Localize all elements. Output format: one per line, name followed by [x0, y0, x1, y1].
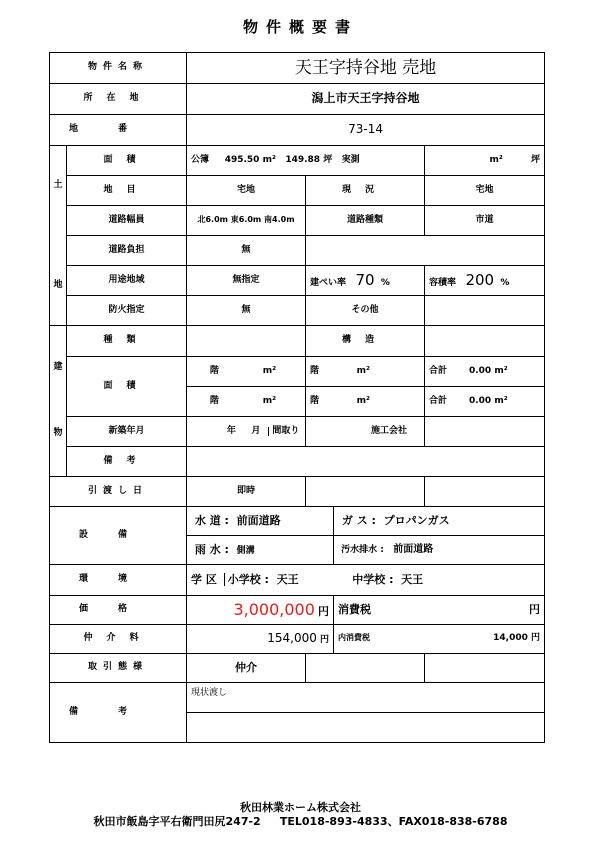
- price-value: 3,000,000: [233, 600, 315, 620]
- row-price: [50, 596, 545, 625]
- remarks-empty: [187, 713, 545, 743]
- building-side-top: 建: [53, 362, 63, 372]
- row-road: [50, 206, 545, 236]
- commission-label: 仲介料: [50, 625, 187, 654]
- floor-d-cell: [306, 387, 425, 417]
- property-name-value: 天王字持谷地 売地: [187, 53, 545, 84]
- built-label: 新築年月: [67, 417, 187, 447]
- floor-a-cell: [187, 357, 306, 387]
- total-cell-1: [425, 357, 545, 387]
- year-unit: 年: [226, 425, 236, 436]
- row-building-remarks: [50, 447, 545, 477]
- road-burden-value: 無: [187, 236, 306, 266]
- price-tax-yen: 円: [529, 602, 541, 616]
- location-value: 潟上市天王字持谷地: [187, 84, 545, 115]
- land-side-bottom: 地: [53, 279, 63, 290]
- land-area-registry: [187, 146, 425, 176]
- row-location: [50, 84, 545, 115]
- row-commission: [50, 625, 545, 654]
- total-value-1: 0.00: [468, 365, 492, 376]
- price-label: 価格: [50, 596, 187, 625]
- fire-other: その他: [306, 296, 425, 326]
- land-area-actual-units: [425, 146, 545, 176]
- floor-unit-d: 階: [310, 395, 320, 406]
- land-area-label: 面積: [67, 146, 187, 176]
- row-built: [50, 417, 545, 447]
- handover-value: 即時: [187, 477, 306, 507]
- transaction-empty-2: [425, 654, 545, 683]
- floor-c-cell: [187, 387, 306, 417]
- property-summary-table: [49, 52, 545, 743]
- building-type-value: [187, 326, 306, 357]
- row-building-type: [50, 326, 545, 357]
- actual-label: 実測: [341, 154, 360, 165]
- month-unit: 月: [251, 425, 261, 436]
- row-handover: [50, 477, 545, 507]
- total-unit-2: m²: [494, 395, 508, 406]
- total-label-2: 合計: [429, 395, 448, 406]
- building-remarks-value: [187, 447, 545, 477]
- water-label: 水 道 :: [194, 513, 229, 527]
- water-value: 前面道路: [236, 513, 281, 527]
- lot-value: 73-14: [187, 115, 545, 146]
- actual-m2-unit: m²: [489, 154, 503, 165]
- commission-tax-label: 内消費税: [338, 633, 371, 643]
- building-structure-label: 構造: [306, 326, 425, 357]
- footer-company: 秋田林業ホーム株式会社: [240, 801, 361, 814]
- price-tax-cell: [334, 596, 545, 625]
- floor-unit-b: 階: [310, 365, 320, 376]
- environment-value: [187, 565, 545, 596]
- footer-fax: FAX018-838-6788: [398, 815, 508, 828]
- floor-unit-c: 階: [209, 395, 219, 406]
- zoning-label: 用途地域: [67, 266, 187, 296]
- road-burden-label: 道路負担: [67, 236, 187, 266]
- rain-value: 側溝: [236, 545, 255, 556]
- category-label: 地目: [67, 176, 187, 206]
- sewage-value: 前面道路: [393, 544, 434, 556]
- handover-empty-1: [306, 477, 425, 507]
- category-value: 宅地: [187, 176, 306, 206]
- row-transaction: [50, 654, 545, 683]
- row-facilities-1: [50, 507, 545, 536]
- sewage-cell: [334, 536, 545, 565]
- price-yen: 円: [318, 605, 330, 619]
- road-type-label: 道路種類: [306, 206, 425, 236]
- elementary-value: 天王: [276, 572, 299, 586]
- school-district-label: 学 区: [191, 572, 217, 586]
- footer-contact: 秋田市飯島字平右衛門田尻247-2 TEL018-893-4833、FAX018-838-6788: [93, 815, 508, 828]
- water-cell: [187, 507, 334, 536]
- building-remarks-label: 備考: [67, 447, 187, 477]
- m2-unit-b: m²: [356, 365, 370, 376]
- price-tax-label: 消費税: [338, 602, 372, 616]
- building-area-label: 面積: [67, 357, 187, 417]
- far-cell: [425, 266, 545, 296]
- m2-unit-a: m²: [262, 365, 277, 376]
- registry-label: 公簿: [191, 154, 210, 165]
- building-type-label: 種類: [67, 326, 187, 357]
- m2-unit-c: m²: [262, 395, 277, 406]
- rain-label: 雨 水 :: [194, 542, 229, 556]
- zoning-value: 無指定: [187, 266, 306, 296]
- building-side-label: [50, 326, 67, 477]
- registry-m2: 495.50: [224, 154, 260, 165]
- builder-label: 施工会社: [371, 425, 408, 436]
- row-land-category: [50, 176, 545, 206]
- price-cell: [187, 596, 334, 625]
- commission-tax-cell: [334, 625, 545, 654]
- floor-unit-a: 階: [209, 365, 219, 376]
- rain-cell: [187, 536, 334, 565]
- facilities-label: 設備: [50, 507, 187, 565]
- commission-yen: 円: [320, 635, 330, 646]
- m2-unit-d: m²: [356, 395, 370, 406]
- builder-value: [425, 417, 545, 447]
- gas-label: ガ ス :: [341, 513, 376, 527]
- far-value: 200: [465, 271, 495, 290]
- bcr-cell: [306, 266, 425, 296]
- land-side-label: [50, 146, 67, 326]
- transaction-empty-1: [306, 654, 425, 683]
- row-road-burden: [50, 236, 545, 266]
- junior-value: 天王: [401, 572, 424, 586]
- remarks-value: 現状渡し: [187, 683, 545, 713]
- m2-unit: m²: [262, 154, 276, 165]
- row-lot: [50, 115, 545, 146]
- status-label: 現況: [306, 176, 425, 206]
- row-property-name: [50, 53, 545, 84]
- elementary-label: 小学校 :: [224, 573, 269, 586]
- land-side-top: 土: [53, 179, 63, 190]
- total-label-1: 合計: [429, 365, 448, 376]
- property-name-label: 物件名称: [50, 53, 187, 84]
- transaction-value: 仲介: [187, 654, 306, 683]
- transaction-label: 取引態様: [50, 654, 187, 683]
- registry-tsubo: 149.88: [285, 154, 321, 165]
- total-unit-1: m²: [494, 365, 508, 376]
- row-building-area-1: [50, 357, 545, 387]
- row-remarks-1: [50, 683, 545, 713]
- row-environment: [50, 565, 545, 596]
- fire-other-value: [425, 296, 545, 326]
- road-burden-empty: [306, 236, 545, 266]
- footer-tel: TEL018-893-4833: [279, 815, 388, 828]
- footer: [0, 801, 601, 829]
- fire-label: 防火指定: [67, 296, 187, 326]
- row-fire: [50, 296, 545, 326]
- bcr-value: 70: [355, 271, 375, 290]
- sewage-label: 汚水排水 :: [341, 545, 384, 556]
- lot-label: 地番: [50, 115, 187, 146]
- actual-tsubo-unit: 坪: [531, 154, 541, 165]
- row-zoning: [50, 266, 545, 296]
- far-label: 容積率: [429, 278, 457, 289]
- built-cell: [187, 417, 306, 447]
- building-side-bottom: 物: [53, 428, 63, 439]
- junior-label: 中学校 :: [352, 572, 394, 586]
- floor-b-cell: [306, 357, 425, 387]
- row-land-area: [50, 146, 545, 176]
- layout-label: 間取り: [268, 427, 305, 437]
- total-cell-2: [425, 387, 545, 417]
- road-width-value: 北6.0m 東6.0m 南4.0m: [187, 206, 306, 236]
- location-label: 所在地: [50, 84, 187, 115]
- handover-label: 引渡し日: [50, 477, 187, 507]
- building-structure-value: [425, 326, 545, 357]
- gas-value: プロパンガス: [383, 513, 450, 527]
- remarks-label: 備考: [50, 683, 187, 743]
- commission-tax-value: 14,000: [493, 633, 528, 644]
- footer-address: 秋田市飯島字平右衛門田尻247-2: [93, 815, 261, 828]
- handover-empty-2: [425, 477, 545, 507]
- builder-cell: [306, 417, 425, 447]
- page-title: 物件概要書: [242, 18, 358, 36]
- status-value: 宅地: [425, 176, 545, 206]
- commission-value: 154,000: [267, 631, 317, 646]
- total-value-2: 0.00: [468, 395, 492, 406]
- far-percent: %: [500, 278, 510, 289]
- environment-label: 環境: [50, 565, 187, 596]
- road-type-value: 市道: [425, 206, 545, 236]
- gas-cell: [334, 507, 545, 536]
- bcr-label: 建ぺい率: [310, 278, 347, 289]
- tsubo-unit: 坪: [323, 154, 333, 165]
- commission-tax-yen: 円: [531, 633, 541, 644]
- commission-cell: [187, 625, 334, 654]
- fire-value: 無: [187, 296, 306, 326]
- road-width-label: 道路幅員: [67, 206, 187, 236]
- bcr-percent: %: [380, 278, 390, 289]
